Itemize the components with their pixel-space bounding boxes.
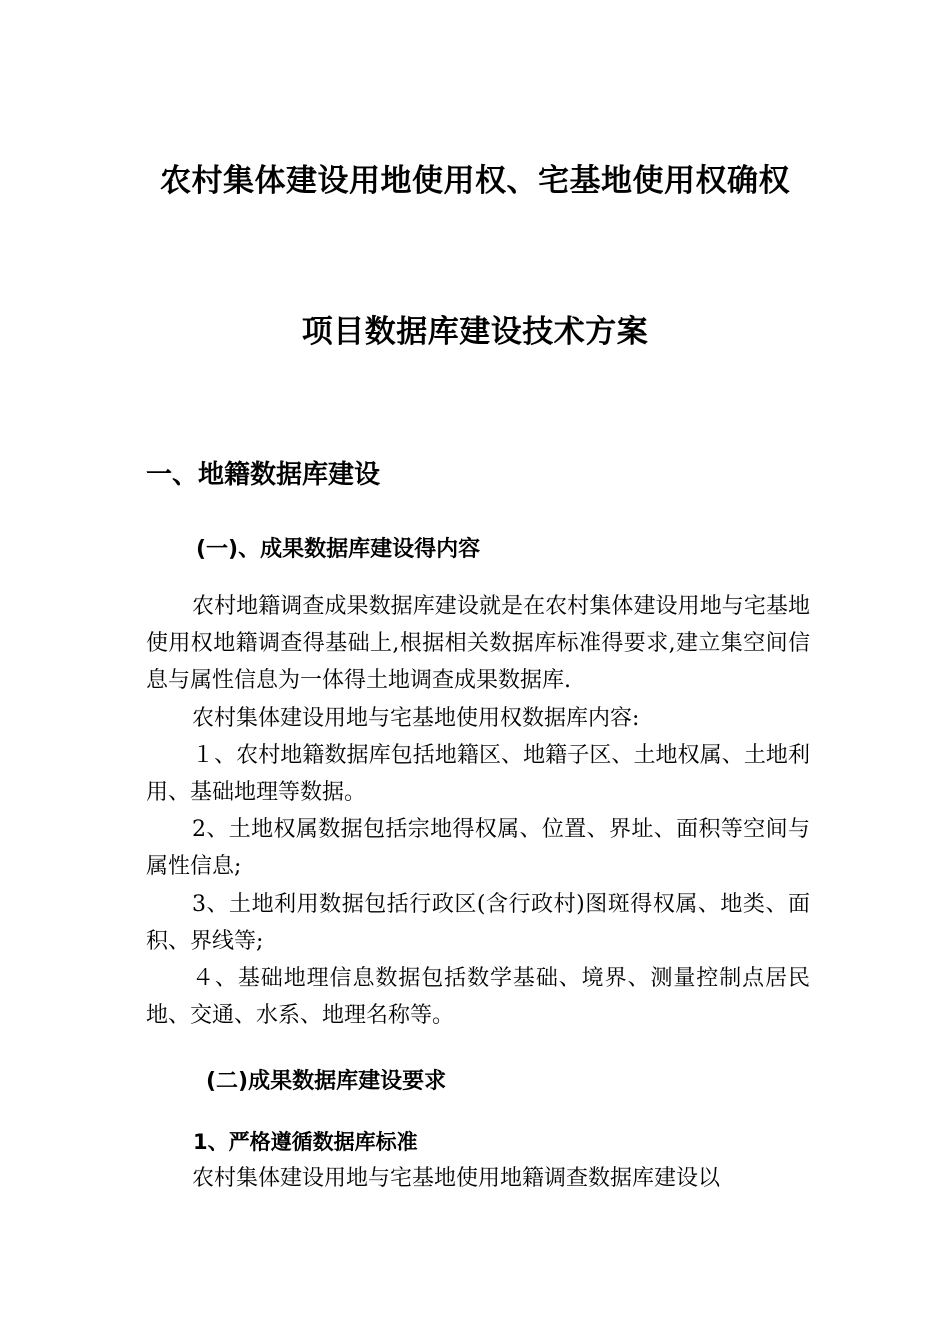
document-title-line-1: 农村集体建设用地使用权、宅基地使用权确权 bbox=[160, 163, 790, 199]
list-item-4: ４、基础地理信息数据包括数学基础、境界、测量控制点居民地、交通、水系、地理名称等。 bbox=[146, 966, 810, 1028]
section-heading-cadastral-database: 一、地籍数据库建设 bbox=[146, 460, 381, 490]
list-item-2: 2、土地权属数据包括宗地得权属、位置、界址、面积等空间与属性信息; bbox=[146, 817, 810, 879]
paragraph-intro: 农村地籍调查成果数据库建设就是在农村集体建设用地与宅基地使用权地籍调查得基础上,根据相关数据库标准得要求,建立集空间信息与属性信息为一体得土地调查成果数据库. bbox=[146, 594, 810, 693]
document-title-line-2: 项目数据库建设技术方案 bbox=[301, 314, 649, 350]
paragraph-database-content: 农村集体建设用地与宅基地使用权数据库内容: bbox=[192, 706, 640, 731]
paragraph-standards: 农村集体建设用地与宅基地使用地籍调查数据库建设以 bbox=[192, 1166, 721, 1191]
subsection-heading-content: (一)、成果数据库建设得内容 bbox=[196, 537, 481, 562]
list-item-1: １、农村地籍数据库包括地籍区、地籍子区、土地权属、土地利用、基础地理等数据。 bbox=[146, 743, 810, 805]
item-heading-follow-standards: 1、严格遵循数据库标准 bbox=[193, 1130, 418, 1154]
subsection-heading-requirements: (二)成果数据库建设要求 bbox=[206, 1069, 447, 1094]
list-item-3: 3、土地利用数据包括行政区(含行政村)图斑得权属、地类、面积、界线等; bbox=[146, 892, 810, 954]
